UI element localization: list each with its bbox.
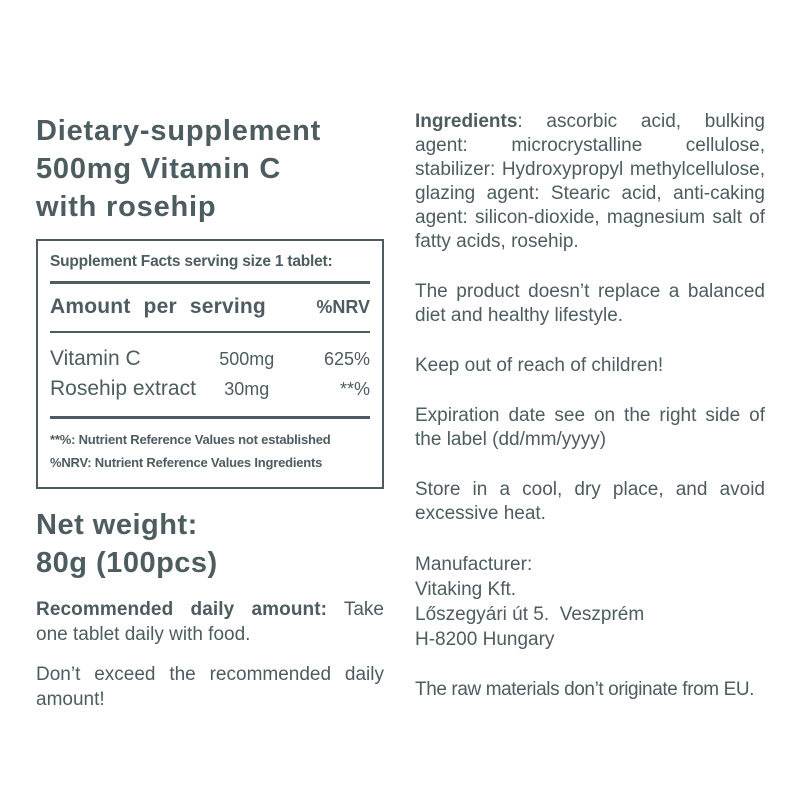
manufacturer-label: Manufacturer:: [415, 554, 533, 575]
recommended-daily-amount-text: Take one tablet daily with food.: [36, 599, 384, 645]
nutrient-nrv: 625%: [323, 349, 370, 369]
facts-header-row: [38, 284, 382, 331]
net-weight-value: 80g (100pcs): [36, 547, 218, 579]
balanced-diet-note: The product doesn’t replace a balanced diet and healthy lifestyle.: [415, 281, 765, 326]
nutrient-name: Rosehip extract: [50, 377, 196, 400]
storage-note: Store in a cool, dry place, and avoid excessive heat.: [415, 479, 765, 524]
supplement-facts-heading: Supplement Facts serving size 1 tablet:: [50, 253, 333, 270]
recommended-daily-amount: [36, 597, 384, 647]
do-not-exceed-warning: Don’t exceed the recommended daily amount!: [36, 664, 384, 710]
raw-materials-origin-note: The raw materials don’t originate from EU.: [415, 679, 755, 700]
supplement-facts-panel: [36, 239, 384, 489]
manufacturer-street: Lőszegyári út 5. Veszprém: [415, 604, 645, 625]
ingredients-label: Ingredients: [415, 111, 518, 132]
product-title-line-3: with rosehip: [36, 191, 217, 223]
net-weight-heading: [36, 506, 384, 582]
nutrient-row-rosehip: [38, 374, 382, 404]
amount-per-serving-label: Amount per serving: [50, 295, 266, 318]
nutrient-amount: 500mg: [219, 349, 275, 369]
facts-footnotes: [38, 419, 382, 487]
nutrient-rows: [38, 333, 382, 416]
nutrient-name: Vitamin C: [50, 347, 141, 370]
net-weight-label: Net weight:: [36, 509, 198, 541]
nrv-column-label: %NRV: [316, 297, 370, 317]
left-column: [36, 112, 384, 712]
manufacturer-block: [415, 552, 765, 652]
nutrient-nrv: **%: [339, 379, 370, 399]
ingredients-text: : ascorbic acid, bulking agent: microcrystalline cellulose, stabilizer: Hydroxypropyl methylcellulose, glazing agent: Stearic acid, anti-caking agent: silicon-dioxide, magnesium salt of fatty acids, rosehip.: [415, 111, 765, 252]
right-column: [415, 110, 765, 702]
product-title-line-1: Dietary-supplement: [36, 115, 322, 147]
children-warning: Keep out of reach of children!: [415, 355, 664, 376]
ingredients-paragraph: [415, 110, 765, 254]
manufacturer-city: H-8200 Hungary: [415, 629, 555, 650]
product-title: [36, 112, 384, 226]
manufacturer-name: Vitaking Kft.: [415, 579, 517, 600]
nutrient-amount: 30mg: [224, 379, 270, 399]
product-title-line-2: 500mg Vitamin C: [36, 153, 282, 185]
footnote-nrv-definition: %NRV: Nutrient Reference Values Ingredients: [50, 455, 323, 470]
footnote-nrv-not-established: **%: Nutrient Reference Values not established: [50, 432, 331, 447]
nutrient-row-vitamin-c: [38, 344, 382, 374]
expiration-note: Expiration date see on the right side of the label (dd/mm/yyyy): [415, 405, 765, 450]
recommended-daily-amount-label: Recommended daily amount:: [36, 599, 328, 620]
